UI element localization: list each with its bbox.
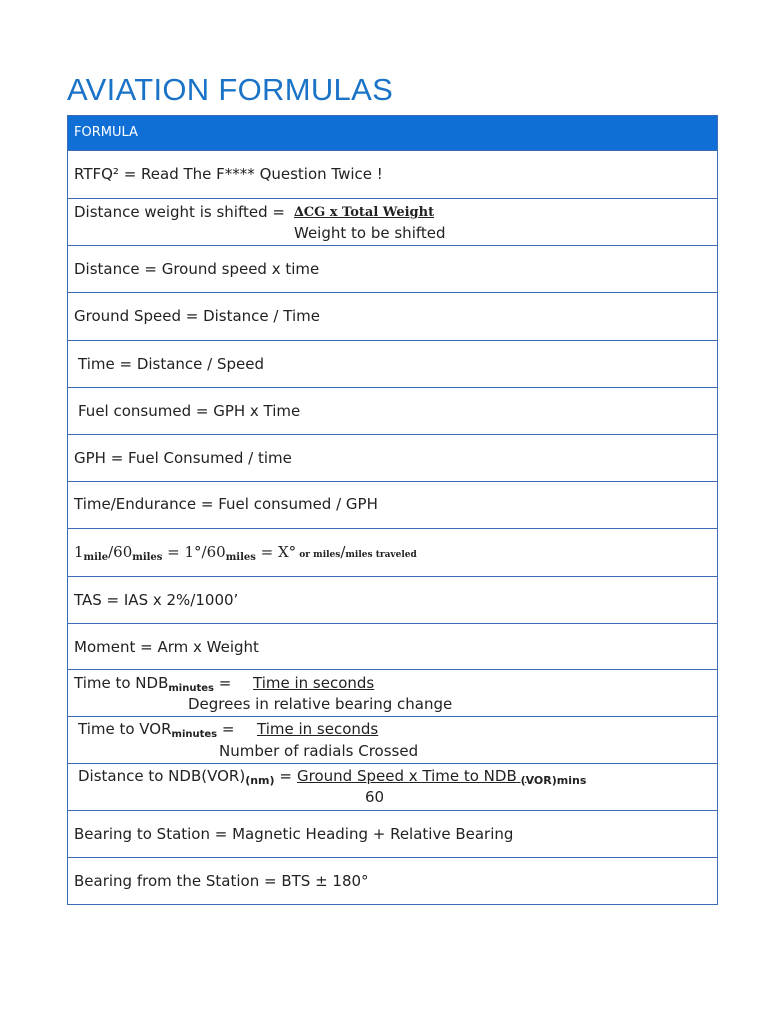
formula-bearing-from-station: Bearing from the Station = BTS ± 180° xyxy=(74,872,369,890)
formula-ndb-numerator: Time in seconds xyxy=(253,674,375,692)
page-title: AVIATION FORMULAS xyxy=(67,72,394,107)
table-row xyxy=(68,810,717,857)
formula-dws-lhs: Distance weight is shifted = xyxy=(74,203,285,221)
table-row xyxy=(68,857,717,904)
table-row xyxy=(68,150,717,198)
formula-vor-lhs: Time to $VOR_{minutes}$ = xyxy=(78,720,235,740)
formula-dws-numerator: ∆CG x Total Weight xyxy=(294,205,435,220)
formula-vor-denominator: Number of radials Crossed xyxy=(219,742,419,760)
formula-dws-denominator: Weight to be shifted xyxy=(294,224,446,242)
table-row xyxy=(68,576,717,623)
table-row xyxy=(68,669,717,716)
table-row xyxy=(68,623,717,669)
table-row xyxy=(68,716,717,763)
formula-rule-of-60: $1_{mile}/60_{miles} = 1^\circ/60_{miles} = X^\circ$ or miles/miles traveled xyxy=(74,543,417,563)
table-row xyxy=(68,763,717,810)
formula-ndb-lhs: Time to $NDB_{minutes}$ = xyxy=(74,674,232,694)
formula-moment: Moment = Arm x Weight xyxy=(74,638,259,656)
formula-bearing-to-station: Bearing to Station = Magnetic Heading + Relative Bearing xyxy=(74,825,514,843)
formula-dist-lhs: Distance to $NDB(VOR)_{(nm)}$ = xyxy=(78,767,292,787)
formula-ground-speed: Ground Speed = Distance / Time xyxy=(74,307,320,325)
formula-table xyxy=(67,115,718,905)
table-row xyxy=(68,481,717,528)
formula-tas: TAS = IAS x 2%/1000’ xyxy=(74,591,239,609)
formula-distance: Distance = Ground speed x time xyxy=(74,260,320,278)
table-row xyxy=(68,340,717,387)
table-row xyxy=(68,387,717,434)
formula-dist-numerator: Ground Speed x Time to NDB $_{(VOR)mins}$ xyxy=(297,767,587,787)
formula-rtfq: RTFQ² = Read The F**** Question Twice ! xyxy=(74,165,383,183)
table-row xyxy=(68,528,717,576)
formula-fuel-consumed: Fuel consumed = GPH x Time xyxy=(78,402,301,420)
table-row xyxy=(68,434,717,481)
formula-time: Time = Distance / Speed xyxy=(78,355,265,373)
table-row xyxy=(68,292,717,340)
formula-vor-numerator: Time in seconds xyxy=(257,720,379,738)
formula-dist-denominator: 60 xyxy=(365,788,385,806)
formula-endurance: Time/Endurance = Fuel consumed / GPH xyxy=(74,495,378,513)
formula-ndb-denominator: Degrees in relative bearing change xyxy=(188,695,453,713)
table-row xyxy=(68,198,717,245)
table-row xyxy=(68,245,717,292)
formula-gph: GPH = Fuel Consumed / time xyxy=(74,449,292,467)
table-header: FORMULA xyxy=(68,116,717,150)
